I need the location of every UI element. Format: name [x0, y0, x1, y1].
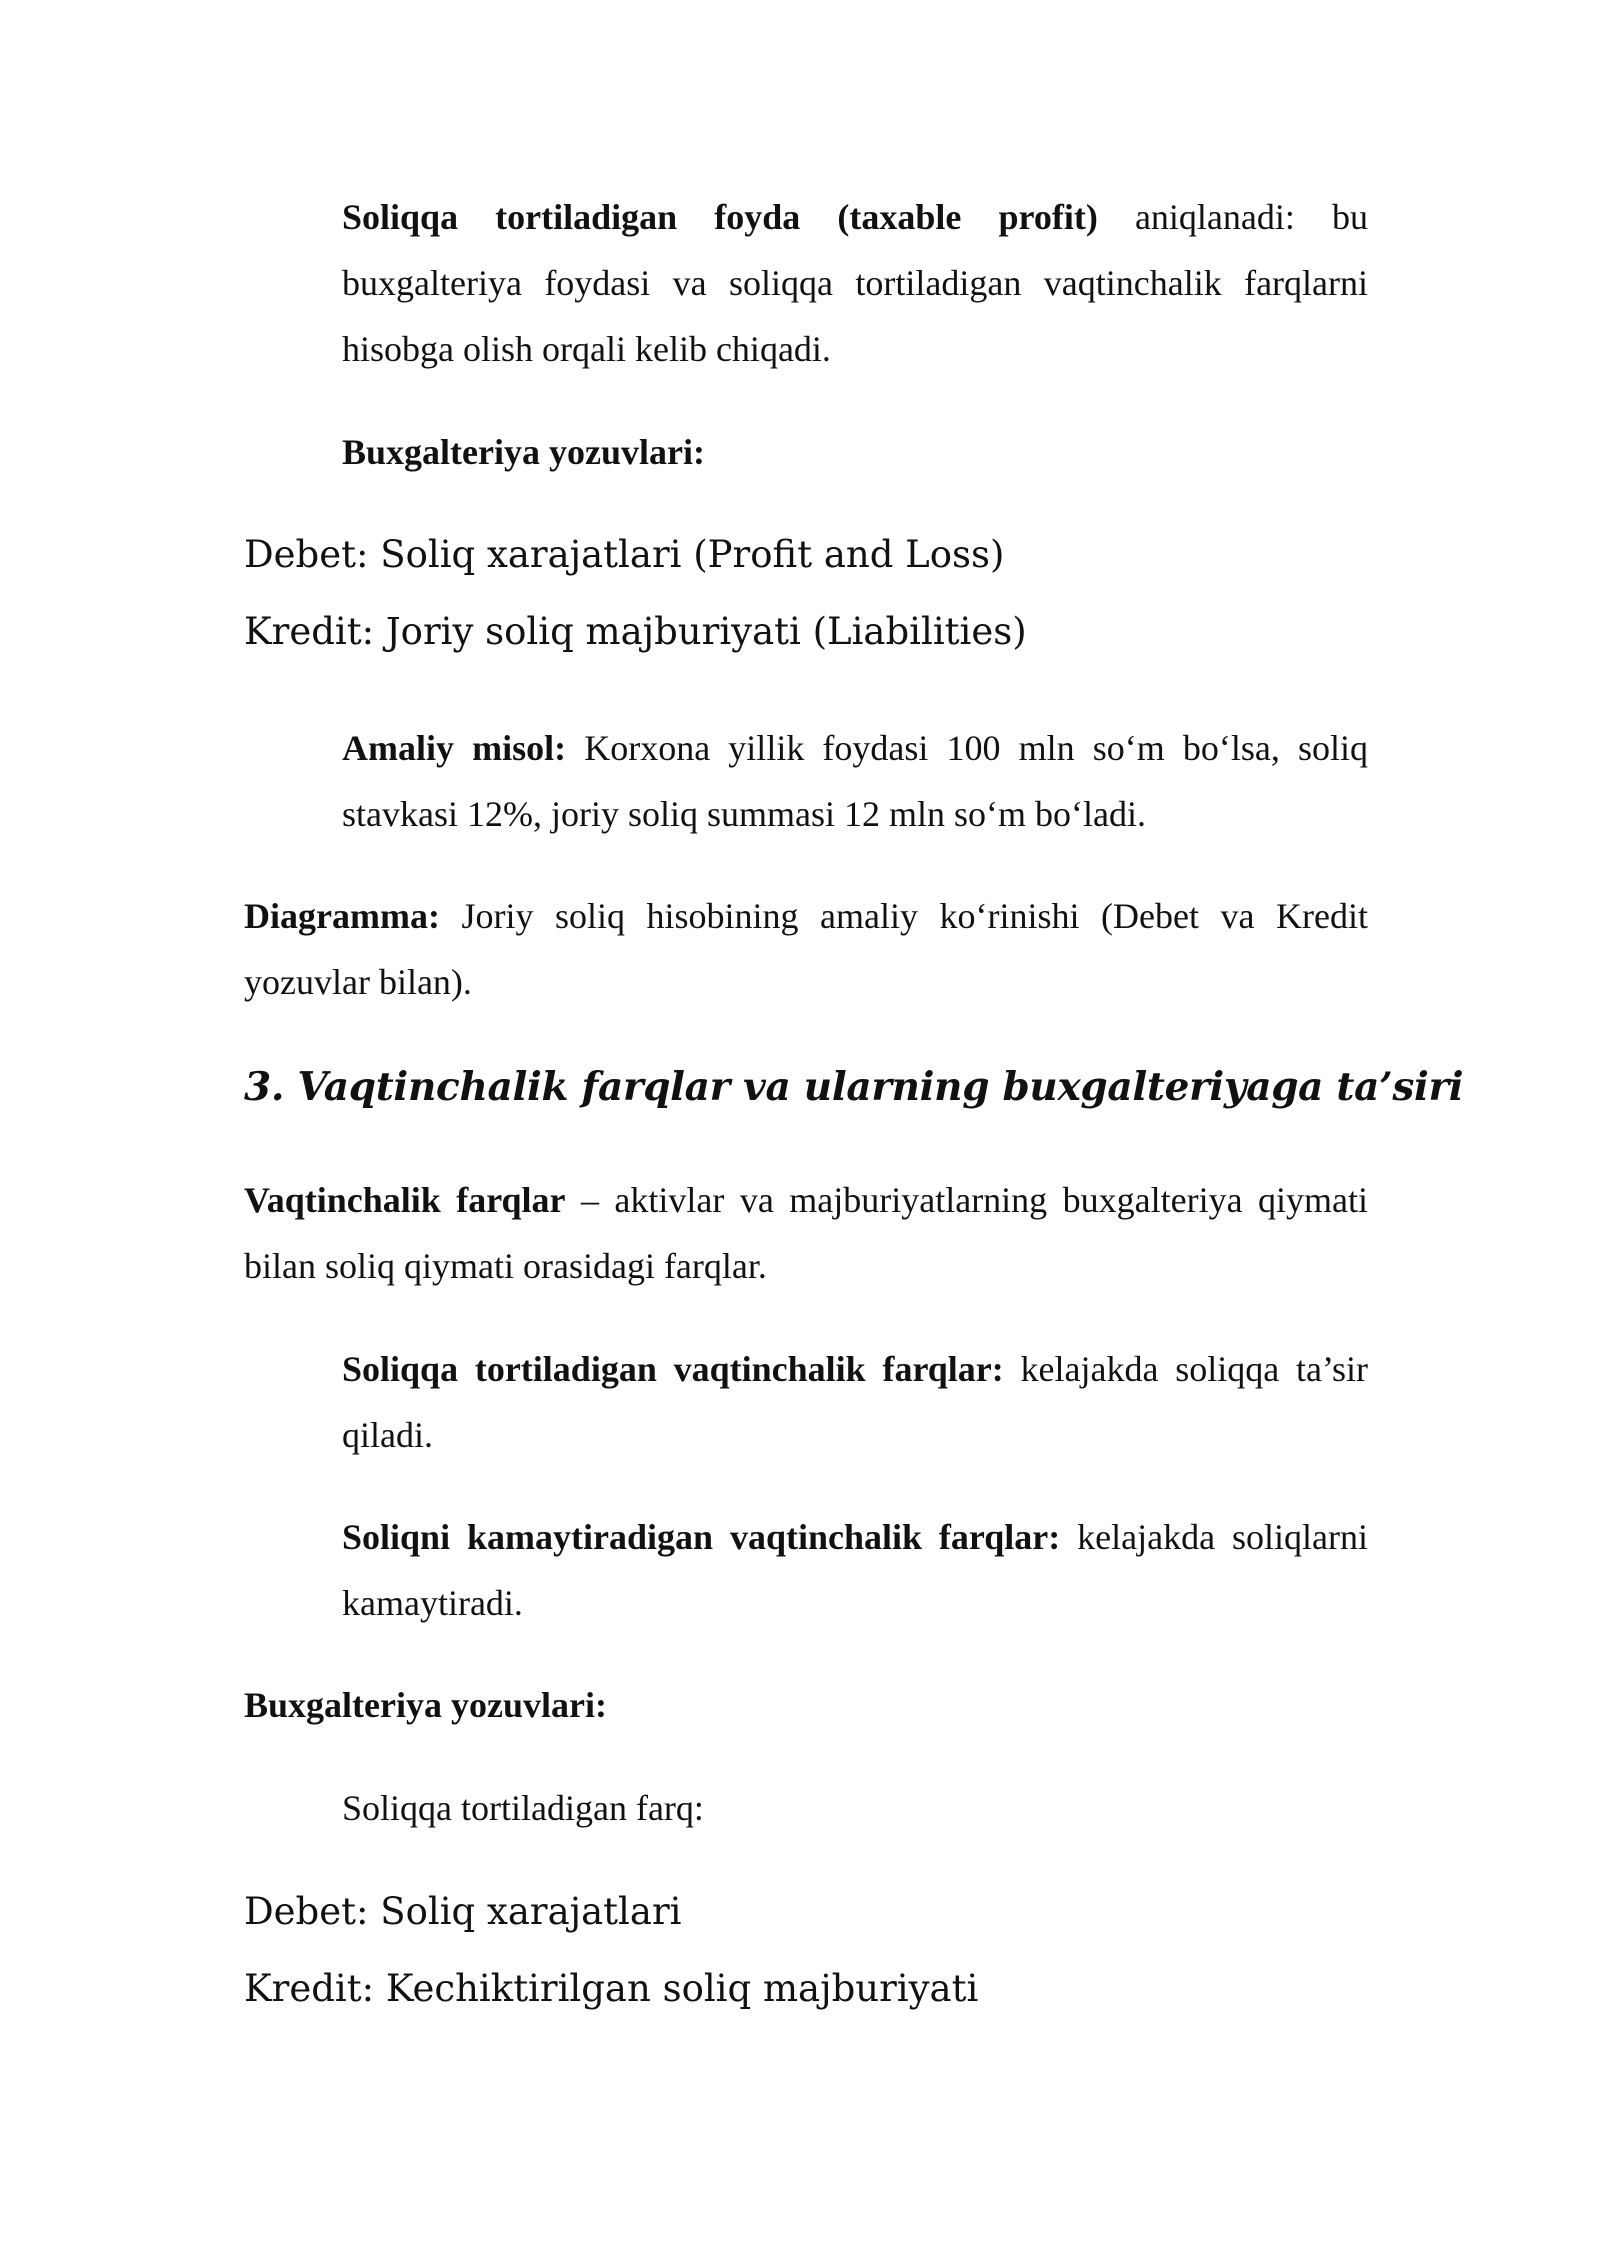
practical-example-term: Amaliy misol: — [342, 728, 567, 768]
taxable-differences-term: Soliqqa tortiladigan vaqtinchalik farqlar: — [342, 1349, 1004, 1389]
credit-entry-1: Kredit: Joriy soliq majburiyati (Liabilities) — [244, 610, 1027, 653]
deductible-differences-text: kelajakda soliqlarni kamaytiradi. — [342, 1517, 1368, 1623]
taxable-differences-paragraph — [342, 1336, 1368, 1468]
taxable-difference-label: Soliqqa tortiladigan farq: — [342, 1788, 704, 1828]
taxable-profit-term: Soliqqa tortiladigan foyda (taxable profit) — [342, 197, 1098, 237]
debit-entry-2: Debet: Soliq xarajatlari — [244, 1890, 682, 1933]
definition-paragraph — [244, 1167, 1368, 1299]
section-heading: 3. Vaqtinchalik farqlar va ularning buxgalteriyaga ta’siri — [244, 1064, 1464, 1110]
debit-entry-1: Debet: Soliq xarajatlari (Profit and Loss) — [244, 533, 1005, 576]
taxable-profit-text: aniqlanadi: bu buxgalteriya foydasi va soliqqa tortiladigan vaqtinchalik farqlarni hisobga olish orqali kelib chiqadi. — [342, 197, 1368, 369]
deductible-differences-paragraph — [342, 1504, 1368, 1636]
entries-label-2: Buxgalteriya yozuvlari: — [244, 1685, 607, 1725]
diagram-text: Joriy soliq hisobining amaliy ko‘rinishi (Debet va Kredit yozuvlar bilan). — [244, 896, 1368, 1002]
entries-label-1: Buxgalteriya yozuvlari: — [342, 432, 705, 472]
practical-example-paragraph — [342, 715, 1368, 847]
taxable-profit-paragraph — [342, 184, 1368, 382]
taxable-differences-text: kelajakda soliqqa ta’sir qiladi. — [342, 1349, 1368, 1455]
practical-example-text: Korxona yillik foydasi 100 mln so‘m bo‘lsa, soliq stavkasi 12%, joriy soliq summasi 12 mln so‘m bo‘ladi. — [342, 728, 1369, 834]
definition-text: – aktivlar va majburiyatlarning buxgalteriya qiymati bilan soliq qiymati orasidagi farqlar. — [244, 1180, 1368, 1286]
diagram-paragraph — [244, 883, 1368, 1015]
credit-entry-2: Kredit: Kechiktirilgan soliq majburiyati — [244, 1967, 979, 2010]
diagram-term: Diagramma: — [244, 896, 440, 936]
deductible-differences-term: Soliqni kamaytiradigan vaqtinchalik farqlar: — [342, 1517, 1061, 1557]
definition-term: Vaqtinchalik farqlar — [244, 1180, 566, 1220]
